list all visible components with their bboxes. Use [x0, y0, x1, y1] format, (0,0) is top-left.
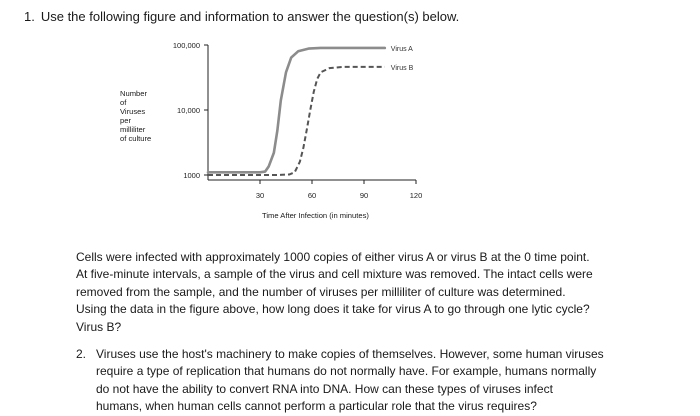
question-2-line: Viruses use the host's machinery to make copies of themselves. However, some human viruses: [96, 347, 604, 361]
question-1-paragraph: [76, 249, 651, 336]
y-tick-label: 10,000: [177, 106, 200, 115]
chart-series: [208, 48, 385, 175]
x-tick-label: 120: [409, 191, 423, 200]
virus-b-line: [208, 67, 385, 175]
y-axis-label-line: milliliter: [120, 125, 146, 134]
y-axis-label: [120, 89, 180, 143]
paragraph-line: removed from the sample, and the number of viruses per milliliter of culture was determined.: [76, 284, 566, 299]
y-tick-label: 1000: [183, 171, 200, 180]
y-tick-label: 100,000: [172, 41, 200, 50]
paragraph-line: Virus B?: [76, 319, 122, 334]
question-1-number: 1.: [24, 9, 35, 24]
virus-a-label: Virus A: [390, 45, 413, 53]
y-axis-label-line: of: [120, 98, 127, 107]
virus-b-label: Virus B: [390, 64, 414, 72]
x-tick-label: 60: [307, 191, 317, 200]
x-tick-label: 30: [255, 191, 265, 200]
question-2-number: 2.: [76, 347, 87, 361]
question-2-line: require a type of replication that humans do not normally have. For example, humans normally: [96, 364, 597, 379]
chart-labels: [173, 41, 422, 200]
x-tick-label: 90: [359, 191, 369, 200]
x-axis-label: Time After Infection (in minutes): [262, 211, 369, 220]
y-axis-label-line: Number: [120, 89, 148, 98]
virus-a-line: [208, 48, 385, 172]
question-1-prompt: Use the following figure and information to answer the question(s) below.: [40, 9, 460, 24]
paragraph-line: Cells were infected with approximately 1000 copies of either virus A or virus B at the 0 time point.: [76, 250, 590, 264]
y-axis-label-line: per: [120, 116, 131, 125]
paragraph-line: Using the data in the figure above, how long does it take for virus A to go through one lytic cycle?: [76, 302, 590, 317]
y-axis-label-line: Viruses: [120, 107, 146, 116]
question-2-line: do not have the ability to convert RNA into DNA. How can these types of viruses infect: [96, 381, 553, 396]
paragraph-line: At five-minute intervals, a sample of the virus and cell mixture was removed. The intact cells were: [76, 267, 593, 282]
question-2-line: humans, when human cells cannot perform a particular role that the virus requires?: [96, 399, 537, 414]
y-axis-label-line: of culture: [120, 134, 152, 143]
